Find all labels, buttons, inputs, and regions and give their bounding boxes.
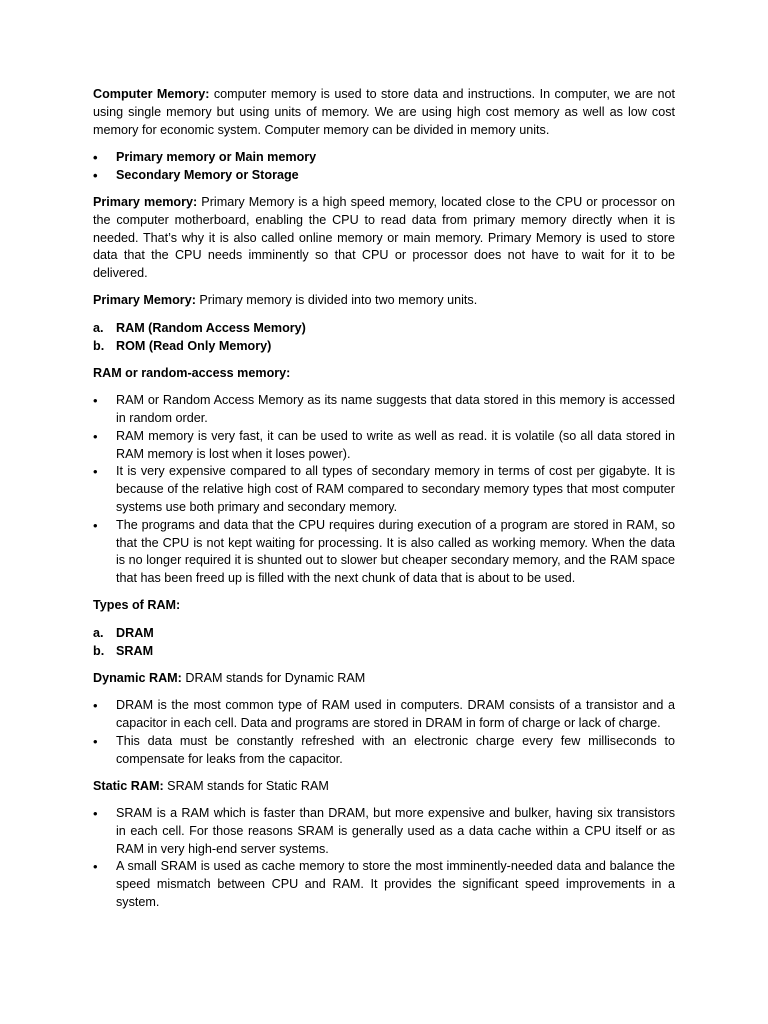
sram-paragraph [93,778,675,796]
list-item: • It is very expensive compared to all types of secondary memory in terms of cost per gigabyte. It is because of the relative high cost of RAM compared to secondary memory types that most computer systems use both primary and secondary memory. [93,463,675,516]
list-item: • Secondary Memory or Storage [93,167,675,185]
sram-text: SRAM stands for Static RAM [163,778,329,793]
list-item [93,643,675,661]
ram-heading: RAM or random-access memory: [93,365,291,380]
sram-label: Static RAM: [93,778,164,793]
list-item [93,338,675,356]
list-item: • DRAM is the most common type of RAM used in computers. DRAM consists of a transistor and a capacitor in each cell. Data and programs are stored in DRAM in form of charge or lack of charge. [93,697,675,733]
memory-types-list [93,149,675,185]
types-of-ram-heading: Types of RAM: [93,598,181,613]
primary-units-text: Primary memory is divided into two memory units. [195,293,478,308]
intro-paragraph [93,86,675,139]
dram-label: Dynamic RAM: [93,670,182,685]
intro-label: Computer Memory: [93,87,210,101]
list-marker: a. [93,625,104,640]
list-item: • RAM or Random Access Memory as its name suggests that data stored in this memory is accessed in random order. [93,392,675,428]
list-marker: a. [93,320,104,335]
list-item-text: RAM (Random Access Memory) [116,320,306,335]
list-marker: b. [93,338,105,353]
list-item-text: SRAM [116,643,154,658]
list-item-text: ROM (Read Only Memory) [116,338,272,353]
primary-memory-paragraph [93,194,675,283]
list-item: • This data must be constantly refreshed with an electronic charge every few milliseconds to compensate for leaks from the capacitor. [93,733,675,769]
list-item [93,320,675,338]
list-item-text: DRAM [116,625,154,640]
ram-types-list [93,625,675,661]
list-marker: b. [93,643,105,658]
primary-desc-text: Primary Memory is a high speed memory, located close to the CPU or processor on the computer motherboard, enabling the CPU to read data from primary memory directly when it is needed. That’s why it is also called online memory or main memory. Primary Memory is used to store data that the CPU needs imminently so that CPU or processor does not have to wait for it to be delivered. [93,194,675,281]
intro-text: computer memory is used to store data and instructions. In computer, we are not using single memory but using units of memory. We are using high cost memory as well as low cost memory for economic system. Computer memory can be divided in memory units. [93,87,676,137]
list-item: • Primary memory or Main memory [93,149,675,167]
ram-points-list [93,392,675,588]
list-item: • A small SRAM is used as cache memory to store the most imminently-needed data and balance the speed mismatch between CPU and RAM. It provides the significant speed improvements in a system. [93,858,675,911]
primary-desc-label: Primary memory: [93,194,198,209]
sram-points-list [93,805,675,912]
dram-paragraph [93,670,675,688]
list-item: • SRAM is a RAM which is faster than DRAM, but more expensive and bulker, having six transistors in each cell. For those reasons SRAM is generally used as a data cache within a CPU itself or as RAM in very high-end server systems. [93,805,675,858]
primary-units-list [93,320,675,356]
list-item [93,625,675,643]
dram-text: DRAM stands for Dynamic RAM [181,670,366,685]
list-item: • RAM memory is very fast, it can be used to write as well as read. it is volatile (so all data stored in RAM memory is lost when it loses power). [93,428,675,464]
list-item: • The programs and data that the CPU requires during execution of a program are stored in RAM, so that the CPU is not kept waiting for processing. It is also called as working memory. When the data is no longer required it is shunted out to slower but cheaper secondary memory, and the RAM space that has been freed up is filled with the next chunk of data that is about to be used. [93,517,675,588]
primary-units-paragraph [93,292,675,310]
dram-points-list [93,697,675,768]
primary-units-label: Primary Memory: [93,293,196,308]
